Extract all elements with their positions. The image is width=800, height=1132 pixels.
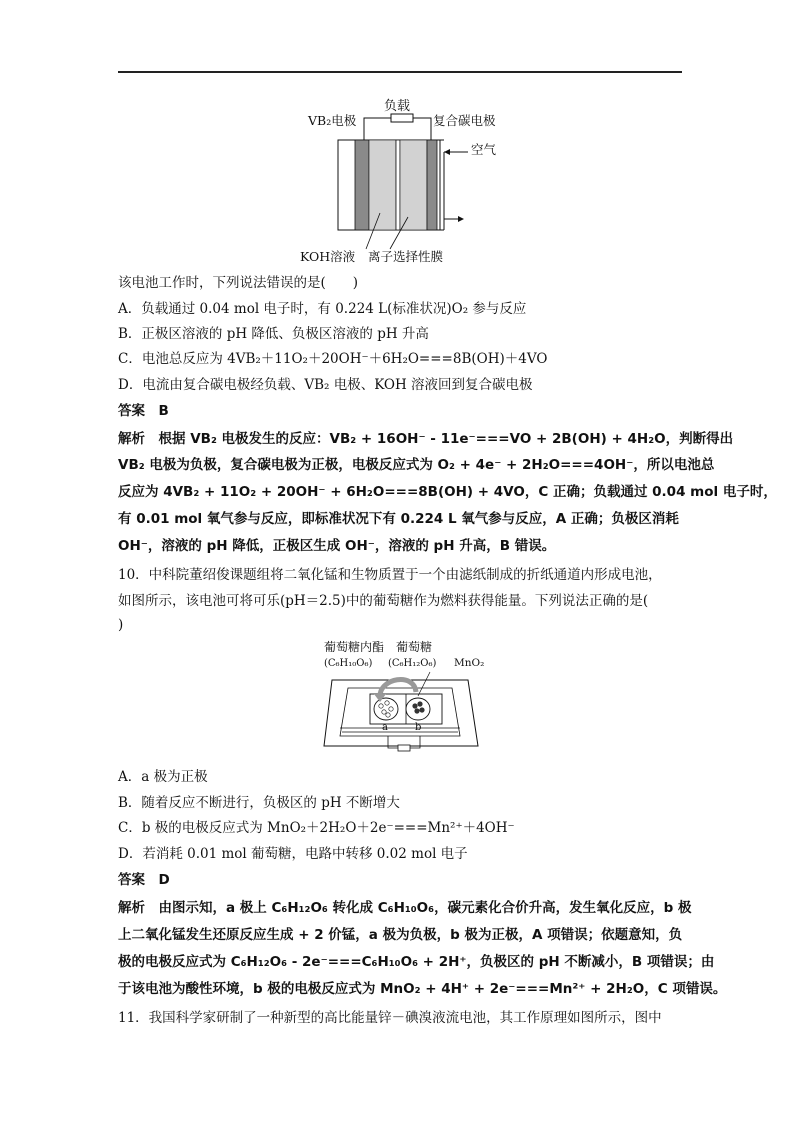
q10-option-c: C．b 极的电极反应式为 MnO₂＋2H₂O＋2e⁻===Mn²⁺＋4OH⁻	[118, 820, 515, 836]
glucolactone-label: 葡萄糖内酯	[324, 640, 385, 654]
glucolactone-formula: (C₆H₁₀O₆)	[324, 658, 373, 669]
q10-option-d: D．若消耗 0.01 mol 葡萄糖，电路中转移 0.02 mol 电子	[118, 846, 468, 862]
q9-analysis-line: 反应为 4VB₂ + 11O₂ + 20OH⁻ + 6H₂O===8B(OH) + 4VO，C 正确；负载通过 0.04 mol 电子时，	[118, 484, 777, 500]
electrolyte-right	[400, 140, 427, 230]
q10-stem-line: 10．中科院董绍俊课题组将二氧化锰和生物质置于一个由滤纸制成的折纸通道内形成电池，	[118, 567, 662, 583]
electrode-b-label: b	[415, 722, 422, 733]
electrolyte-left	[369, 140, 396, 230]
q9-analysis-line: OH⁻，溶液的 pH 降低，正极区生成 OH⁻，溶液的 pH 升高，B 错误。	[118, 538, 556, 554]
mno2-label: MnO₂	[454, 657, 485, 669]
koh-label: KOH溶液	[300, 249, 356, 264]
air-label: 空气	[471, 142, 497, 157]
q10-option-a: A．a 极为正极	[118, 769, 208, 785]
circuit-load	[398, 745, 410, 751]
q9-answer: 答案 B	[118, 403, 169, 419]
ion-selective-membrane	[396, 140, 400, 230]
q10-option-b: B．随着反应不断进行，负极区的 pH 不断增大	[118, 795, 400, 811]
membrane-label: 离子选择性膜	[368, 249, 444, 264]
q10-analysis-line: 解析 由图示知，a 极上 C₆H₁₂O₆ 转化成 C₆H₁₀O₆，碳元素化合价升高，发生氧化反应，b 极	[118, 900, 692, 916]
header-rule	[118, 71, 682, 73]
q9-option-b: B．正极区溶液的 pH 降低、负极区溶液的 pH 升高	[118, 326, 429, 342]
electrode-a-label: a	[382, 722, 388, 733]
battery-diagram	[300, 95, 520, 265]
q9-analysis-line: VB₂ 电极为负极，复合碳电极为正极，电极反应式为 O₂ + 4e⁻ + 2H₂O===4OH⁻，所以电池总	[118, 457, 715, 473]
paper-battery-diagram	[318, 636, 488, 758]
q10-answer: 答案 D	[118, 872, 170, 888]
q10-analysis-line: 上二氧化锰发生还原反应生成 + 2 价锰，a 极为负极，b 极为正极，A 项错误；依题意知，负	[118, 927, 683, 943]
glucose-label: 葡萄糖	[396, 640, 433, 654]
composite-electrode-label: 复合碳电极	[433, 113, 496, 128]
q9-option-d: D．电流由复合碳电极经负载、VB₂ 电极、KOH 溶液回到复合碳电极	[118, 377, 533, 393]
vb2-electrode-label: VB₂电极	[308, 113, 357, 128]
glucose-formula: (C₆H₁₂O₆)	[388, 658, 437, 669]
q9-analysis-line: 有 0.01 mol 氧气参与反应，即标准状况下有 0.224 L 氧气参与反应，A 正确；负极区消耗	[118, 511, 679, 527]
q9-stem: 该电池工作时，下列说法错误的是( )	[118, 275, 359, 291]
load-resistor	[391, 114, 413, 122]
vb2-electrode	[355, 140, 369, 230]
q10-analysis-line: 极的电极反应式为 C₆H₁₂O₆ - 2e⁻===C₆H₁₀O₆ + 2H⁺，负极区的 pH 不断减小，B 项错误；由	[118, 954, 715, 970]
q10-stem-line: )	[118, 617, 124, 633]
q10-stem-line: 如图所示，该电池可将可乐(pH＝2.5)中的葡萄糖作为燃料获得能量。下列说法正确的是(	[118, 593, 649, 609]
q10-analysis-line: 于该电池为酸性环境，b 极的电极反应式为 MnO₂ + 4H⁺ + 2e⁻===Mn²⁺ + 2H₂O，C 项错误。	[118, 981, 727, 997]
composite-carbon-electrode	[427, 140, 437, 230]
q9-analysis-line: 解析 根据 VB₂ 电极发生的反应：VB₂ + 16OH⁻ - 11e⁻===VO + 2B(OH) + 4H₂O，判断得出	[118, 431, 734, 447]
q9-option-a: A．负载通过 0.04 mol 电子时，有 0.224 L(标准状况)O₂ 参与反应	[118, 301, 527, 317]
load-label: 负载	[384, 99, 411, 114]
q9-option-c: C．电池总反应为 4VB₂＋11O₂＋20OH⁻＋6H₂O===8B(OH)＋4VO	[118, 351, 548, 367]
q11-stem: 11．我国科学家研制了一种新型的高比能量锌－碘溴液流电池，其工作原理如图所示，图中	[118, 1010, 662, 1026]
